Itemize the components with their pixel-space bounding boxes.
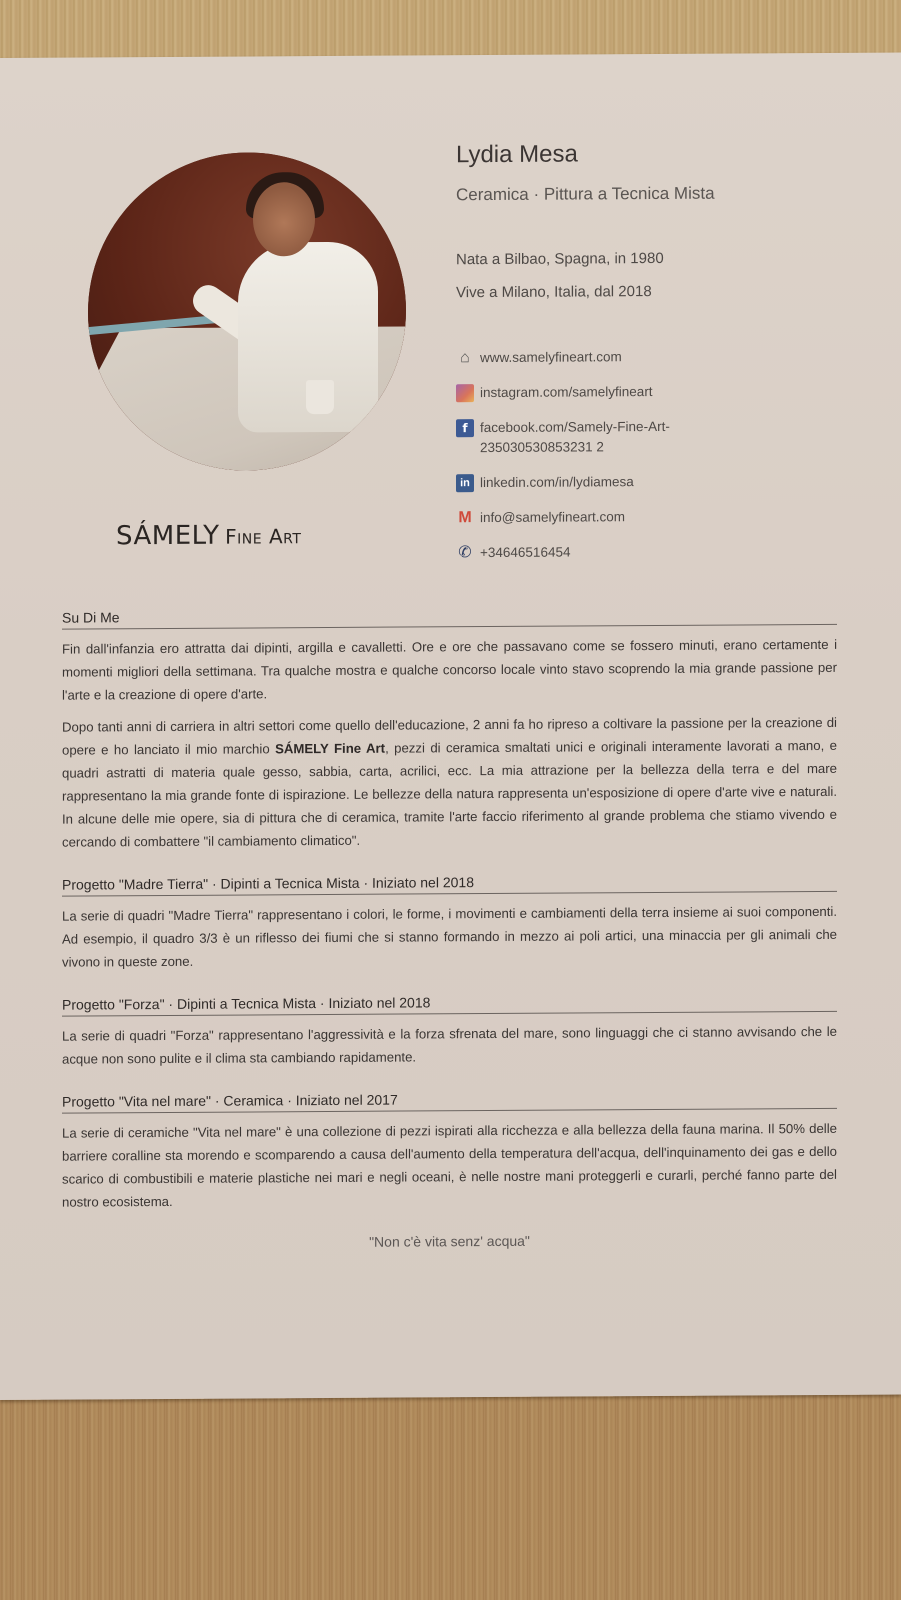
phone-icon: ✆ (458, 544, 472, 562)
contact-text: instagram.com/samelyfineart (480, 384, 653, 401)
contact-facebook[interactable] (456, 416, 756, 458)
contact-text: +34646516454 (480, 544, 571, 561)
artist-name: Lydia Mesa (456, 140, 578, 169)
artist-portrait (88, 152, 406, 472)
artist-discipline: Ceramica · Pittura a Tecnica Mista (456, 183, 715, 205)
about-p2-text: Dopo tanti anni di carriera in altri settori come quello dell'educazione, 2 anni fa ho ripreso a coltivare la passione per la creazione di opere e ho lanciato il mio marchio (62, 714, 837, 758)
section-title-about: Su Di Me (62, 605, 837, 630)
linkedin-icon: in (456, 474, 474, 492)
brand-main: SÁMELY (116, 520, 220, 552)
madre-tierra-paragraph: La serie di quadri "Madre Tierra" rappresentano i colori, le forme, i movimenti e cambiamenti della terra insieme ai suoi componenti. Ad esempio, il quadro 3/3 è un riflesso dei fiumi che si stanno formando in mezzo ai poli artici, una minaccia per gli animali che vivono in queste zone. (62, 903, 837, 970)
contact-email[interactable] (456, 506, 756, 528)
contact-phone[interactable] (456, 541, 756, 563)
bio-sections (62, 605, 837, 1252)
about-p2-text-rest: , pezzi di ceramica smaltati unici e originali interamente lavorati a mano, e quadri astratti di materia quale gesso, sabbia, carta, acrilici, ecc. La mia attrazione per la bellezza della terra e del mare rappresentano la mia grande fonte di ispirazione. Le bellezze della natura rappresenta un'esposizione di opere d'arte vive e naturali. In alcune delle mie opere, sia di pittura che di ceramica, tramite l'arte faccio riferimento al grande problema che stiamo vivendo e cercando di combattere "il cambiamento climatico". (62, 737, 837, 850)
facebook-icon: f (456, 419, 474, 437)
gmail-icon: M (458, 509, 472, 527)
contact-text: www.samelyfineart.com (480, 349, 622, 366)
home-icon: ⌂ (460, 349, 470, 367)
contact-text: facebook.com/Samely-Fine-Art-235030530853231 2 (480, 418, 670, 456)
vita-nel-mare-paragraph: La serie di ceramiche "Vita nel mare" è una collezione di pezzi ispirati alla ricchezza e alla bellezza della fauna marina. Il 50% delle barriere coralline sta morendo e scomparendo a causa dell'aumento della temperatura dell'acqua, dell'inquinamento dei gas e dello scarico di combustibili e materie plastiche nei mari e negli oceani, è nelle nostre mani proteggerli e curarli, perché fanno parte del nostro ecosistema. (62, 1120, 837, 1210)
contact-website[interactable] (456, 346, 756, 368)
closing-quote: "Non c'è vita senz' acqua" (369, 1232, 530, 1250)
section-title-madre-tierra: Progetto "Madre Tierra" · Dipinti a Tecnica Mista · Iniziato nel 2018 (62, 872, 837, 897)
residence-info: Vive a Milano, Italia, dal 2018 (456, 283, 652, 302)
section-title-forza: Progetto "Forza" · Dipinti a Tecnica Mista · Iniziato nel 2018 (62, 992, 837, 1017)
contact-text: info@samelyfineart.com (480, 509, 626, 526)
instagram-icon (456, 384, 474, 402)
contact-linkedin[interactable] (456, 471, 756, 493)
birth-info: Nata a Bilbao, Spagna, in 1980 (456, 249, 664, 269)
forza-paragraph: La serie di quadri "Forza" rappresentano l'aggressività e la forza sfrenata del mare, sono linguaggi che ci stanno avvisando che le acque non sono pulite e il clima sta cambiando rapidamente. (62, 1023, 837, 1067)
section-title-vita-nel-mare: Progetto "Vita nel mare" · Ceramica · Iniziato nel 2017 (62, 1089, 837, 1114)
brand-logo (116, 520, 301, 551)
about-paragraph-2 (62, 711, 837, 854)
contact-instagram[interactable] (456, 381, 756, 403)
brand-secondary: Fine Art (225, 524, 302, 549)
contact-list (456, 346, 756, 578)
about-paragraph-1: Fin dall'infanzia ero attratta dai dipinti, argilla e cavalletti. Ore e ore che passavano come se fossero minuti, erano certamente i momenti migliori della settimana. Tra qualche mostra e qualche concorso locale vinto stavo scoprendo la mia grande passione per l'arte e la creazione di opere d'arte. (62, 636, 837, 703)
contact-text: linkedin.com/in/lydiamesa (480, 474, 634, 491)
bio-sheet (0, 52, 901, 1400)
brand-mention: SÁMELY Fine Art (275, 740, 386, 757)
